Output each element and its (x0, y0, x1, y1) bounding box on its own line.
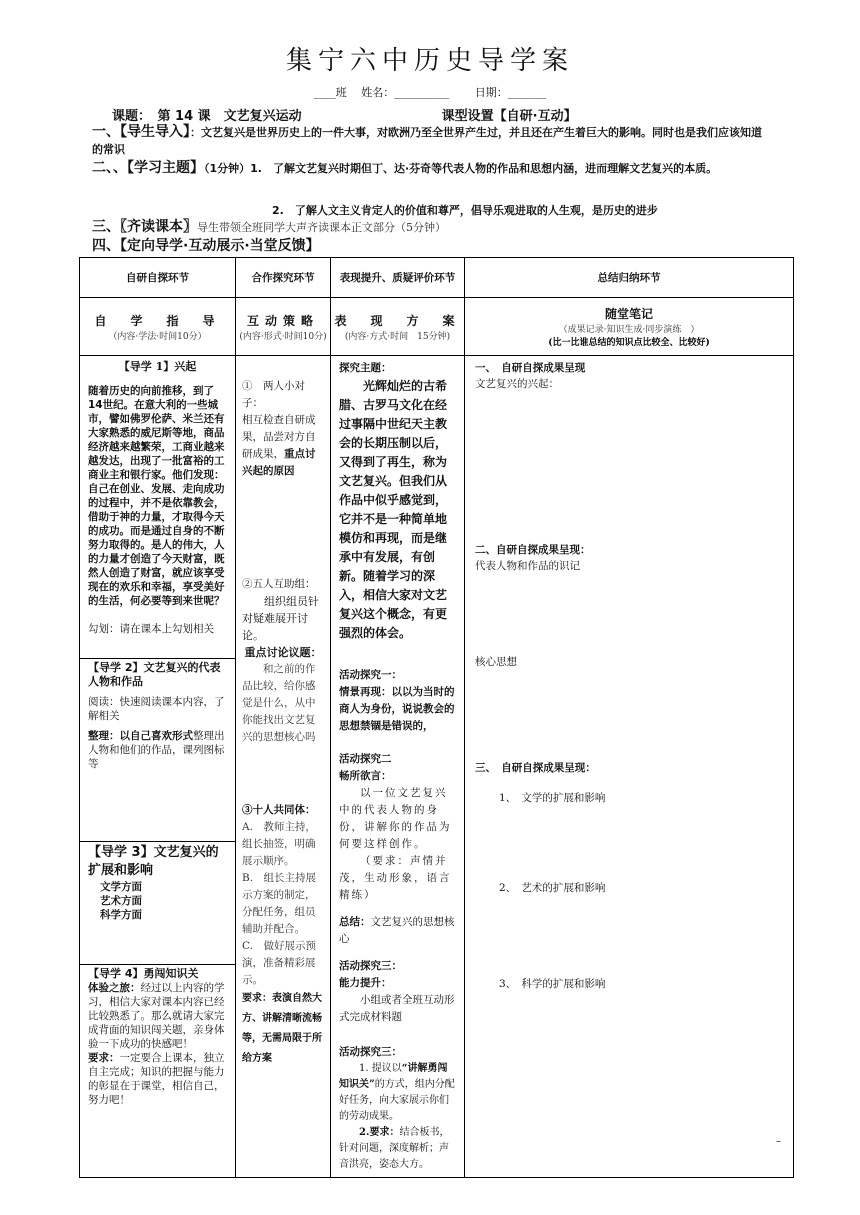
pair-heading: ① 两人小对子： (242, 380, 305, 409)
group-heading: ②五人互助组： (242, 578, 316, 590)
section-guide (92, 238, 772, 255)
col-header-self-study: 自研自探环节 (80, 258, 236, 298)
guide-1-heading: 【导学 1】兴起 (118, 360, 197, 373)
group-text: 组织组员针对疑难展开讨论。 (242, 595, 319, 642)
result-2-text: 代表人物和作品的识记 (475, 560, 580, 572)
activity-3-text: 小组或者全班互动形式完成材料题 (339, 994, 455, 1023)
guide-3-item-2: 艺术方面 (100, 895, 142, 907)
section-3-text: 导生带领全班同学大声齐读课本正文部分（5分钟） (197, 221, 446, 234)
self-study-cell (80, 356, 236, 1178)
col-header-summary: 总结归纳环节 (465, 258, 794, 298)
team-step-a: A. 教师主持，组长抽签，明确展示顺序。 (242, 821, 316, 867)
result-1-heading: 一、 自研自探成果呈现 (475, 362, 586, 374)
result-3-item-3: 3、 科学的扩展和影响 (499, 978, 606, 990)
activity-4-label: 活动探究三： (339, 1046, 402, 1058)
activity-4-text-1-bold: “讲解勇闯知识关” (339, 1063, 448, 1090)
activity-2-text: 以一位文艺复兴中的代表人物的身份，讲解你的作品为何要这样创作。 (339, 787, 452, 850)
section-reading (92, 219, 772, 236)
subheader-4-note: （成果记录·知识生成·同步演练 ） (558, 325, 700, 335)
result-1-text: 文艺复兴的兴起： (475, 378, 559, 390)
result-3-item-1: 1、 文学的扩展和影响 (499, 792, 606, 804)
subheader-2-title: 互动策略 (246, 313, 319, 328)
section-topics-2 (272, 202, 772, 219)
activity-4-text-1-pre: 1. 提议以 (359, 1063, 402, 1074)
section-2-text-2: 2. 了解人文主义肯定人的价值和尊严，倡导乐观进取的人生观，是历史的进步 (272, 204, 658, 217)
pair-text-main: 相互检查自研成果，品尝对方自研成果， (242, 414, 316, 460)
subheader-4-note-2: (比一比谁总结的知识点比较全、比较好) (548, 338, 710, 348)
activity-4-text-1 (339, 1061, 456, 1125)
activity-3-label: 活动探究三： (339, 960, 402, 972)
subheader-self-study (80, 298, 236, 356)
activity-2-sub: 畅所欲言： (339, 770, 392, 782)
subheader-notes (465, 298, 794, 356)
theme-label: 探究主题： (339, 362, 392, 374)
summary-label: 总结： (339, 916, 371, 928)
guide-4-requirement (88, 1051, 227, 1107)
activity-4-text-2 (339, 1125, 456, 1173)
result-2-heading: 二、自研自探成果呈现： (475, 544, 591, 556)
subheader-2-note: (内容·形式·时间10分) (239, 331, 327, 342)
footer-mark: – (776, 1136, 781, 1147)
guide-2-organize (88, 729, 227, 771)
col-header-performance: 表现提升、质疑评价环节 (331, 258, 465, 298)
result-3-heading: 三、 自研自探成果呈现： (475, 762, 596, 774)
subheader-plan (331, 298, 465, 356)
guide-2-organize-rest: 整理出人物和他们的作品，课列图标等 (88, 730, 225, 770)
page-title: 集宁六中历史导学案 (285, 46, 574, 76)
activity-3-sub: 能力提升： (339, 977, 392, 989)
team-requirement: 要求：表演自然大方、讲解清晰流畅等，无需局限于所给方案 (242, 993, 322, 1064)
guide-4-text: 经过以上内容的学习，相信大家对课本内容已经比较熟悉了。那么就请大家完成背面的知识闯关题，亲身体验一下成功的快感吧！ (88, 982, 225, 1050)
strategy-cell (236, 356, 331, 1178)
pair-text (242, 412, 324, 480)
section-1-text: ：文艺复兴是世界历史上的一件大事，对欧洲乃至全世界产生过，并且还在产生着巨大的影响。同时也是我们应该知道的常识 (92, 126, 762, 156)
section-intro (92, 124, 772, 158)
result-3-item-2: 2、 艺术的扩展和影响 (499, 882, 606, 894)
subheader-strategy (236, 298, 331, 356)
team-step-c: C. 做好展示预演，准备精彩展示。 (242, 940, 316, 986)
activity-4-text-2-rest: 结合板书，针对问题，深度解析；声音洪亮，姿态大方。 (339, 1127, 450, 1170)
guide-4-heading: 【导学 4】勇闯知识关 (88, 967, 199, 980)
guide-4-req-label: 要求： (88, 1052, 120, 1064)
notes-cell (465, 356, 794, 1178)
guide-2-organize-bold: 以自己喜欢形式 (119, 730, 193, 742)
result-2-core: 核心思想 (475, 656, 517, 668)
guide-2-heading: 【导学 2】文艺复兴的代表人物和作品 (88, 661, 221, 688)
activity-4-text-2-bold: 2.要求： (359, 1127, 400, 1138)
plan-cell (331, 356, 465, 1178)
guide-4-req-text: 一定要合上课本，独立自主完成；知识的把握与能力的彰显在于课堂，相信自己，努力吧！ (88, 1052, 225, 1106)
theme-text: 光辉灿烂的古希腊、古罗马文化在经过事隔中世纪天主教会的长期压制以后，又得到了再生，称为文艺复兴。但我们从作品中似乎感觉到，它并不是一种简单地模仿和再现，而是继承中有发展，有创新。随着学习的深入，相信大家对文艺复兴这个概念，有更强烈的体会。 (339, 379, 448, 640)
guide-3-item-1: 文学方面 (100, 881, 142, 893)
subheader-1-title: 自 学 指 导 (94, 313, 221, 328)
section-3-heading: 三、〖齐读课本〗 (92, 219, 197, 235)
subheader-1-note: （内容·学法·时间10分） (108, 331, 207, 342)
subheader-3-note: (内容·方式·时间 15分钟) (344, 331, 451, 342)
lesson-topic (112, 105, 577, 124)
guide-3-item-3: 科学方面 (100, 909, 142, 921)
section-topics (92, 160, 772, 177)
student-info-line: ____班 姓名：__________ 日期：_______ (313, 86, 547, 99)
team-heading: ③十人共同体： (242, 804, 316, 816)
guide-4-experience (88, 981, 227, 1051)
guide-2-read: 阅读：快速阅读课本内容，了解相关 (88, 696, 225, 722)
activity-1-label: 活动探究一： (339, 669, 402, 681)
section-4-heading: 四、【定向导学·互动展示·当堂反馈】 (92, 238, 320, 254)
group-focus: 重点讨论议题： (244, 646, 322, 659)
guide-4-label: 体验之旅： (88, 982, 141, 994)
guide-3-heading: 【导学 3】文艺复兴的扩展和影响 (88, 845, 219, 878)
summary-text: 文艺复兴的思想核心 (339, 916, 455, 945)
guide-2-organize-label: 整理： (88, 730, 120, 742)
col-header-cooperation: 合作探究环节 (236, 258, 331, 298)
section-2-heading: 二、、【学习主题】 (92, 160, 204, 176)
team-step-b: B. 组长主持展示方案的制定，分配任务，组员辅助并配合。 (242, 872, 317, 935)
guide-table (79, 257, 794, 1178)
guide-1-hint: 勾划：请在课本上勾划相关 (88, 623, 214, 635)
lesson-type: 课型设置【自研·互动】 (441, 109, 577, 124)
activity-4-text-1-post: 的方式，组内分配好任务，向大家展示你们的劳动成果。 (339, 1079, 455, 1122)
lesson-label: 课题： 第 14 课 文艺复兴运动 (112, 109, 302, 124)
guide-1-text: 随着历史的向前推移，到了14世纪。在意大利的一些城市，譬如佛罗伦萨、米兰还有大家熟悉的威尼斯等地，商品经济越来越繁荣，工商业越来越发达，出现了一批富裕的工商业主和银行家。他们发现：自己在创业、发展、走向成功的过程中，并不是依靠教会，借助于神的力量，才取得今天的成功。而是通过自身的不断努力取得的。是人的伟大，人的力量才创造了今天财富，既然人创造了财富，就应该享受现在的欢乐和幸福，享受美好的生活，何必要等到来世呢？ (88, 385, 225, 607)
summary-line (339, 914, 456, 948)
section-2-text: （1分钟）1. 了解文艺复兴时期但丁、达·芬奇等代表人物的作品和思想内涵，进而理解文艺复兴的本质。 (204, 162, 718, 175)
activity-1-text: 情景再现：以以为当时的商人为身份，说说教会的思想禁锢是错误的， (339, 686, 455, 732)
subheader-4-title: 随堂笔记 (604, 307, 653, 321)
pair-text-bold: 重点讨兴起的原因 (242, 448, 316, 477)
activity-2-label: 活动探究二 (339, 753, 392, 765)
subheader-3-title: 表 现 方 案 (334, 313, 461, 328)
group-topic: 和之前的作品比较，给你感觉是什么，从中你能找出文艺复兴的思想核心吗 (242, 663, 316, 743)
section-1-heading: 一、【导生导入】 (92, 124, 190, 140)
activity-2-requirement: （要求：声情并茂，生动形象，语言精练） (339, 855, 452, 901)
